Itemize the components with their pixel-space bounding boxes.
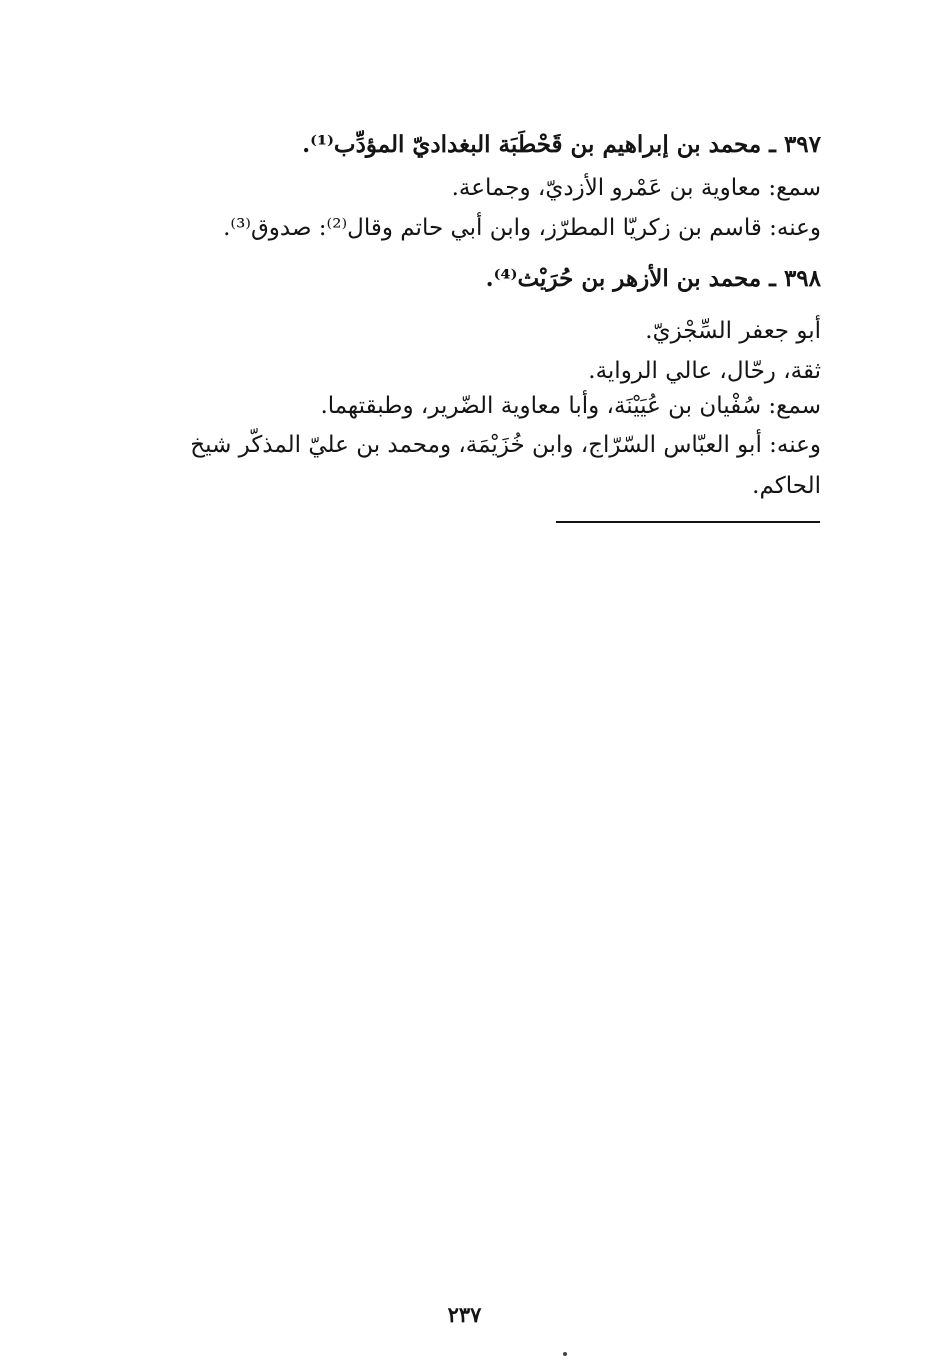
entry-398-teachers: سمع: سُفْيان بن عُيَيْنَة، وأبا معاوية الضّرير، وطبقتهما.: [320, 393, 821, 419]
scan-speck: [563, 1352, 567, 1356]
entry-398-kunya: أبو جعفر السِّجْزيّ.: [645, 318, 821, 344]
entry-398-students-line1: وعنه: أبو العبّاس السّرّاج، وابن خُزَيْمَة، ومحمد بن عليّ المذكّر شيخ: [190, 432, 821, 458]
entry-398-grade: ثقة، رحّال، عالي الرواية.: [588, 358, 821, 384]
entry-397-heading: ٣٩٧ ـ محمد بن إبراهيم بن قَحْطَبَة البغداديّ المؤدِّب⁽¹⁾.: [302, 131, 821, 158]
entry-398-students-line2: الحاكم.: [752, 473, 821, 499]
page-number: ٢٣٧: [447, 1302, 482, 1327]
entry-397-students: وعنه: قاسم بن زكريّا المطرّز، وابن أبي حاتم وقال⁽²⁾: صدوق⁽³⁾.: [223, 215, 821, 241]
entry-397-teachers: سمع: معاوية بن عَمْرو الأزديّ، وجماعة.: [451, 175, 821, 201]
footnote-separator: [556, 521, 820, 523]
entry-398-heading: ٣٩٨ ـ محمد بن الأزهر بن حُرَيْث⁽⁴⁾.: [485, 265, 821, 292]
